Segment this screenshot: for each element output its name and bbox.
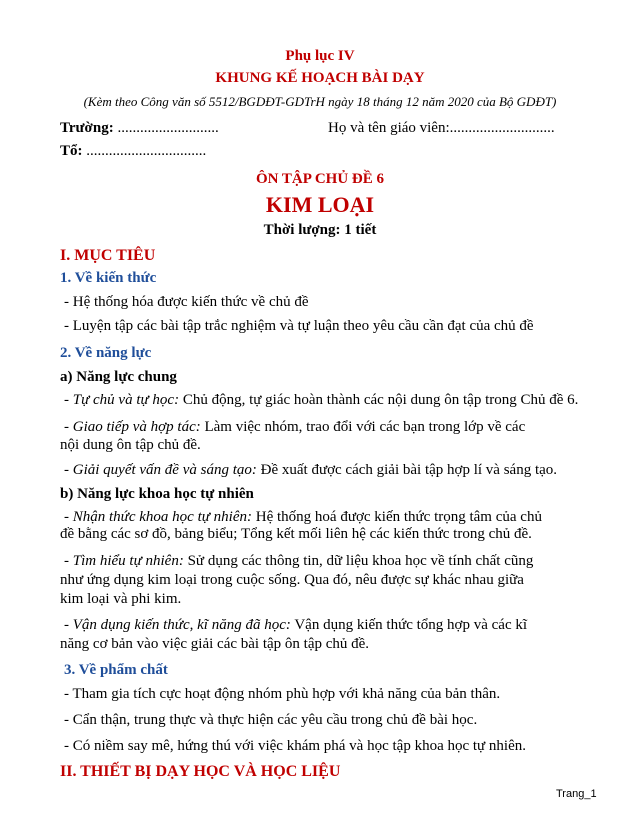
general-competence-item (64, 392, 578, 409)
quality-item: - Cẩn thận, trung thực và thực hiện các yêu cầu trong chủ đề bài học. (64, 712, 478, 728)
section2-heading: II. THIẾT BỊ DẠY HỌC VÀ HỌC LIỆU (60, 763, 341, 780)
item-continuation: như ứng dụng kim loại trong cuộc sống. Qua đó, nêu được sự khác nhau giữa (60, 572, 524, 588)
school-field (60, 120, 219, 137)
item-label: - Tự chủ và tự học: (64, 392, 180, 408)
item-text: Hệ thống hoá được kiến thức trọng tâm của chủ (252, 509, 542, 525)
item-text: Đề xuất được cách giải bài tập hợp lí và sáng tạo. (256, 462, 558, 478)
science-competence-item (64, 553, 533, 570)
item-continuation: năng cơ bản vào việc giải các bài tập ôn tập chủ đề. (60, 636, 370, 652)
item-continuation: nội dung ôn tập chủ đề. (60, 437, 201, 453)
item-text: Sử dụng các thông tin, dữ liệu khoa học về tính chất cũng (183, 553, 534, 569)
item-text: Vận dụng kiến thức tổng hợp và các kĩ (290, 617, 528, 633)
quality-item: - Có niềm say mê, hứng thú với việc khám phá và học tập khoa học tự nhiên. (64, 738, 527, 754)
lesson-title: KIM LOẠI (265, 192, 375, 217)
general-competence-heading: a) Năng lực chung (60, 369, 177, 385)
science-competence-item (64, 617, 527, 634)
item-label: - Tìm hiểu tự nhiên: (64, 553, 184, 569)
lesson-topic: ÔN TẬP CHỦ ĐỀ 6 (255, 171, 385, 187)
section1-heading: I. MỤC TIÊU (60, 247, 156, 264)
teacher-value: ............................ (449, 120, 555, 136)
item-label: - Nhận thức khoa học tự nhiên: (64, 509, 252, 525)
knowledge-item: - Hệ thống hóa được kiến thức về chủ đề (64, 294, 309, 310)
teacher-field (328, 120, 555, 137)
page-number: Trang_1 (556, 788, 597, 800)
qualities-heading: 3. Về phẩm chất (64, 662, 168, 678)
framework-title: KHUNG KẾ HOẠCH BÀI DẠY (215, 70, 425, 86)
school-value: ........................... (117, 120, 219, 136)
science-competence-item (64, 509, 542, 526)
knowledge-item: - Luyện tập các bài tập trắc nghiệm và tự luận theo yêu cầu cần đạt của chủ đề (64, 318, 534, 334)
item-continuation: đề bằng các sơ đồ, bảng biểu; Tổng kết mối liên hệ các kiến thức trong chủ đề. (60, 526, 532, 542)
general-competence-item (64, 462, 557, 479)
science-competence-heading: b) Năng lực khoa học tự nhiên (60, 486, 254, 502)
teacher-label: Họ và tên giáo viên: (328, 120, 450, 136)
team-label: Tổ: (60, 143, 83, 159)
general-competence-item (64, 419, 525, 436)
team-value: ................................ (86, 143, 207, 159)
item-label: - Giao tiếp và hợp tác: (64, 419, 201, 435)
school-label: Trường: (60, 120, 114, 136)
item-text: Làm việc nhóm, trao đổi với các bạn trong lớp về các (200, 419, 526, 435)
attachment-note: (Kèm theo Công văn số 5512/BGDĐT-GDTrH ngày 18 tháng 12 năm 2020 của Bộ GDĐT) (83, 94, 557, 109)
lesson-duration: Thời lượng: 1 tiết (263, 222, 377, 238)
knowledge-heading: 1. Về kiến thức (60, 270, 157, 286)
item-continuation: kim loại và phi kim. (60, 591, 182, 607)
item-label: - Vận dụng kiến thức, kĩ năng đã học: (64, 617, 291, 633)
team-field (60, 143, 206, 160)
item-text: Chủ động, tự giác hoàn thành các nội dung ôn tập trong Chủ đề 6. (179, 392, 579, 408)
competence-heading: 2. Về năng lực (60, 345, 152, 361)
item-label: - Giải quyết vấn đề và sáng tạo: (64, 462, 257, 478)
appendix-label: Phụ lục IV (285, 48, 355, 64)
quality-item: - Tham gia tích cực hoạt động nhóm phù hợp với khả năng của bản thân. (64, 686, 501, 702)
